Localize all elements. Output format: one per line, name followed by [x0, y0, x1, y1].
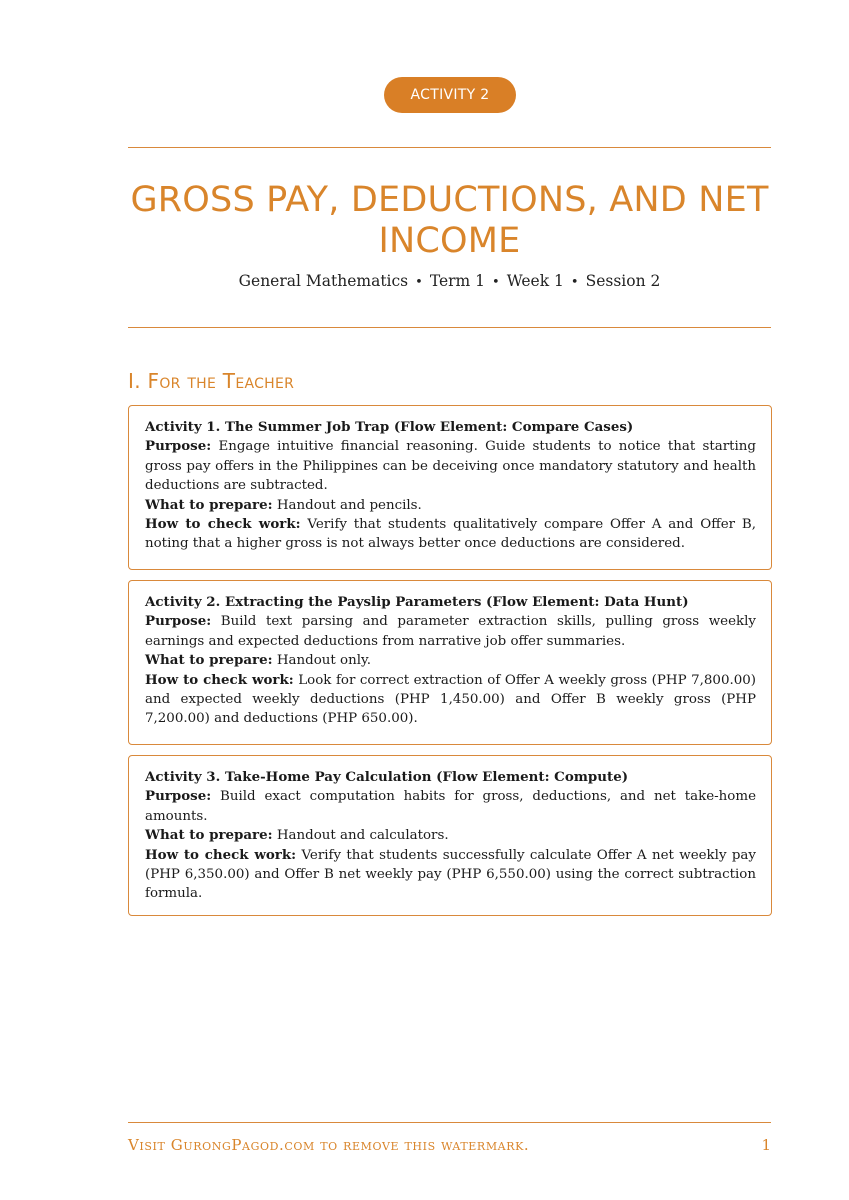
check-label: How to check work:: [145, 516, 301, 533]
activity-card-1: [128, 405, 772, 570]
check-text: Look for correct extraction of Offer A weekly gross (PHP 7,800.00) and expected weekly deductions (PHP 1,450.00) and Offer B weekly gross (PHP 7,200.00) and deductions (PHP 650.00).: [145, 672, 756, 727]
check-label: How to check work:: [145, 846, 297, 863]
activity-card-3: [128, 755, 772, 916]
purpose-text: Build exact computation habits for gross, deductions, and net take-home amounts.: [145, 789, 756, 824]
subtitle-session: Session 2: [585, 272, 661, 290]
activity-title: Activity 3. Take-Home Pay Calculation (Flow Element: Compute): [145, 769, 629, 785]
activity-check: [145, 846, 756, 904]
activity-title: Activity 1. The Summer Job Trap (Flow Element: Compare Cases): [145, 419, 634, 435]
activity-check: [145, 515, 756, 554]
activity-purpose: [145, 787, 756, 826]
activity-title: Activity 2. Extracting the Payslip Parameters (Flow Element: Data Hunt): [145, 594, 689, 610]
activity-check: [145, 671, 756, 729]
prepare-text: Handout only.: [276, 653, 372, 669]
subtitle-separator: •: [492, 275, 500, 290]
prepare-text: Handout and pencils.: [276, 497, 422, 513]
check-label: How to check work:: [145, 671, 294, 688]
activity-badge: ACTIVITY 2: [384, 77, 516, 113]
prepare-text: Handout and calculators.: [276, 828, 449, 844]
subtitle-course: General Mathematics: [238, 272, 409, 290]
subtitle-separator: •: [415, 275, 423, 290]
section-heading: I. For the Teacher: [128, 369, 295, 393]
purpose-label: Purpose:: [145, 788, 212, 805]
header-divider: [128, 327, 771, 328]
check-text: Verify that students successfully calculate Offer A net weekly pay (PHP 6,350.00) and Offer B net weekly pay (PHP 6,550.00) using the correct subtraction formula.: [145, 847, 756, 902]
page-title: GROSS PAY, DEDUCTIONS, AND NET INCOME: [130, 180, 769, 261]
purpose-label: Purpose:: [145, 438, 212, 455]
check-text: Verify that students qualitatively compare Offer A and Offer B, noting that a higher gross is not always better once deductions are considered.: [145, 517, 756, 552]
activity-prepare: [145, 496, 756, 515]
subtitle-week: Week 1: [506, 272, 564, 290]
purpose-text: Engage intuitive financial reasoning. Guide students to notice that starting gross pay offers in the Philippines can be deceiving once mandatory statutory and health deductions are subtracted.: [145, 439, 756, 494]
activity-prepare: [145, 826, 756, 845]
activity-purpose: [145, 437, 756, 495]
prepare-label: What to prepare:: [145, 652, 273, 669]
page-subtitle: [128, 272, 771, 290]
purpose-text: Build text parsing and parameter extraction skills, pulling gross weekly earnings and expected deductions from narrative job offer summaries.: [145, 614, 756, 649]
activity-prepare: [145, 651, 756, 670]
purpose-label: Purpose:: [145, 613, 212, 630]
top-divider: [128, 147, 771, 148]
subtitle-term: Term 1: [429, 272, 486, 290]
footer-divider: [128, 1122, 771, 1123]
activity-purpose: [145, 612, 756, 651]
subtitle-separator: •: [570, 275, 579, 290]
activity-card-2: [128, 580, 772, 745]
prepare-label: What to prepare:: [145, 827, 273, 844]
footer-watermark: Visit GurongPagod.com to remove this watermark.: [128, 1136, 530, 1154]
prepare-label: What to prepare:: [145, 496, 273, 513]
page-number: 1: [761, 1136, 771, 1154]
